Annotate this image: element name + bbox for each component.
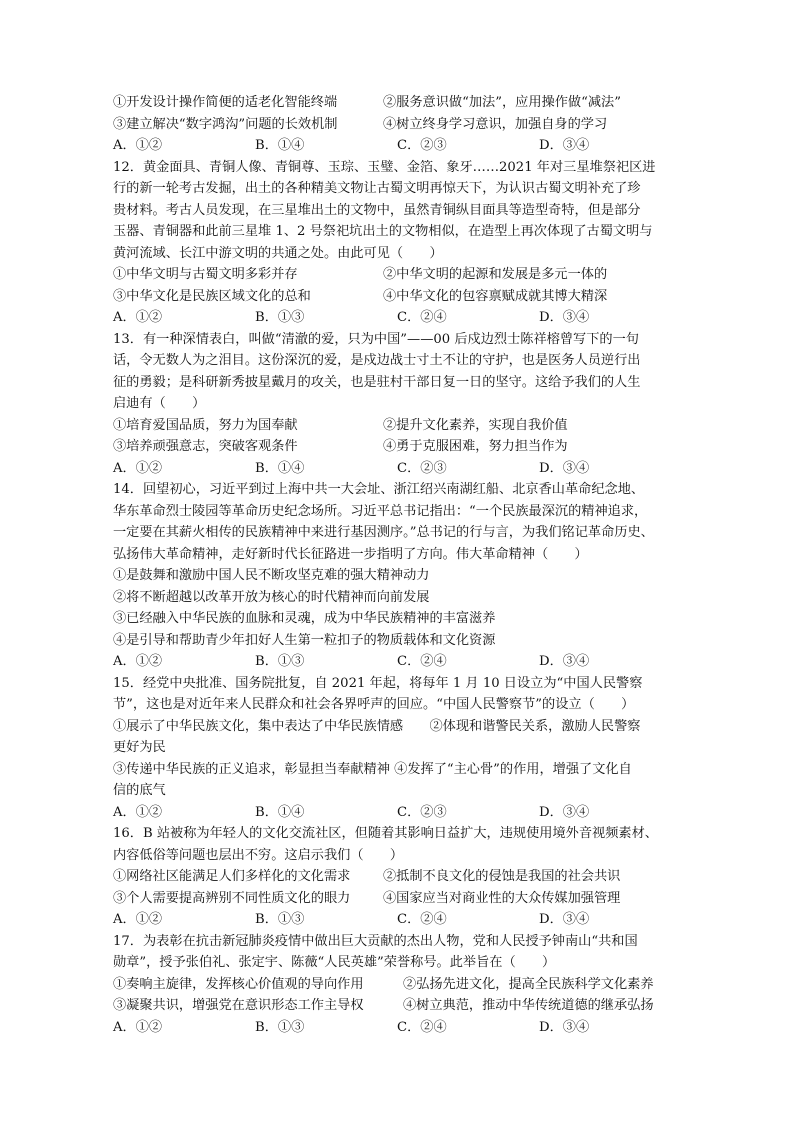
q11-stmt-4: ④树立终身学习意识，加强自身的学习 [383,116,608,132]
q14-stem-line: 弘扬伟大革命精神，走好新时代长征路进一步指明了方向。伟大革命精神（ ） [113,546,588,562]
q12-stem-line: 玉器、青铜器和此前三星堆 1、2 号祭祀坑出土的文物相似，在造型上再次体现了古蜀文明与 [113,224,653,239]
q14-stmt-3: ③已经融入中华民族的血脉和灵魂，成为中华民族精神的丰富滋养 [113,611,496,626]
option-d[interactable]: D．③④ [539,912,590,927]
option-b[interactable]: B．①④ [255,804,305,820]
option-c[interactable]: C．②③ [397,460,447,476]
option-b[interactable]: B．①③ [255,310,305,325]
option-d[interactable]: D．③④ [539,310,590,325]
q16-stmt-4: ④国家应当对商业性的大众传媒加强管理 [383,890,621,906]
option-a[interactable]: A．①② [113,310,163,325]
option-b[interactable]: B．①④ [255,460,305,476]
option-c[interactable]: C．②④ [397,912,447,927]
q15-stem-line: 节”，这也是对近年来人民群众和社会各界呼声的回应。“中国人民警察节”的设立（ ） [113,697,635,712]
q13-stmt-3: ③培养顽强意志，突破客观条件 [113,439,298,454]
q11-statements-row1 [113,92,689,114]
q12-stem-line: 行的新一轮考古发掘，出土的各种精美文物让古蜀文明再惊天下，为认识古蜀文明补充了珍 [113,181,641,196]
q16-stmt-1: ①网络社区能满足人们多样化的文化需求 [113,869,351,884]
q16-options [113,909,689,931]
q17-stmt-4: ④树立典范，推动中华传统道德的继承弘扬 [403,998,654,1013]
option-d[interactable]: D．③④ [539,804,590,820]
q16-stem-line: 16．B 站被称为年轻人的文化交流社区，但随着其影响日益扩大，违规使用境外音视频素材、 [113,826,658,841]
q13-statements-row1 [113,415,689,437]
q14-stmt-2: ②将不断超越以改革开放为核心的时代精神而向前发展 [113,589,430,605]
q13-statements-row2 [113,436,689,458]
q14-stmt-1: ①是鼓舞和激励中国人民不断攻坚克难的强大精神动力 [113,568,430,583]
q13-stem-line: 征的勇毅；是科研新秀披星戴月的攻关，也是驻村干部日复一日的坚守。这给予我们的人生 [113,374,641,390]
q11-statements-row2 [113,114,689,136]
option-a[interactable]: A．①② [113,138,163,153]
q14-options [113,651,689,673]
q15-stmt-line: 更好为民 [113,740,166,755]
q12-stem-line: 黄河流域、长江中游文明的共通之处。由此可见（ ） [113,245,443,261]
q14-stem-line: 14．回望初心，习近平到过上海中共一大会址、浙江绍兴南湖红船、北京香山革命纪念地、 [113,482,645,497]
q13-stem-line: 启迪有（ ） [113,396,206,411]
q12-stmt-1: ①中华文明与古蜀文明多彩并存 [113,267,298,282]
q13-stmt-2: ②提升文化素养，实现自我价值 [383,417,568,433]
q16-stem-line: 内容低俗等问题也层出不穷。这启示我们（ ） [113,847,404,863]
q14-stem-line: 一定要在其薪火相传的民族精神中来进行基因测序。”总书记的行与言，为我们铭记革命历史、 [113,525,654,540]
q17-options [113,1017,689,1039]
q13-options [113,458,689,480]
q11-stmt-2: ②服务意识做“加法”，应用操作做“减法” [383,95,621,110]
q13-stem-line: 13．有一种深情表白，叫做“清澈的爱，只为中国”——00 后戍边烈士陈祥榕曾写下的一句 [113,331,639,347]
q14-stem-line: 华东革命烈士陵园等革命历史纪念场所。习近平总书记指出：“一个民族最深沉的精神追求， [113,503,648,519]
q13-stmt-4: ④勇于克服困难，努力担当作为 [383,439,568,454]
option-d[interactable]: D．③④ [539,138,590,153]
q16-stmt-2: ②抵制不良文化的侵蚀是我国的社会共识 [383,869,621,884]
q15-options [113,802,689,824]
q12-options [113,307,689,329]
option-c[interactable]: C．②④ [397,310,447,325]
option-d[interactable]: D．③④ [539,1019,590,1035]
q11-stmt-1: ①开发设计操作简便的适老化智能终端 [113,95,338,110]
q16-statements-row2 [113,888,689,910]
q15-stmt-line: 信的底气 [113,783,166,798]
q12-stmt-2: ②中华文明的起源和发展是多元一体的 [383,267,608,282]
q16-stmt-3: ③个人需要提高辨别不同性质文化的眼力 [113,890,351,906]
exam-page [113,92,689,1038]
option-a[interactable]: A．①② [113,460,163,476]
q13-stmt-1: ①培育爱国品质，努力为国奉献 [113,417,298,433]
q17-stem-line: 17．为表彰在抗击新冠肺炎疫情中做出巨大贡献的杰出人物，党和人民授予钟南山“共和国 [113,933,638,949]
q14-stmt-4: ④是引导和帮助青少年扣好人生第一粒扣子的物质载体和文化资源 [113,632,496,648]
q11-options [113,135,689,157]
option-c[interactable]: C．②③ [397,804,447,820]
option-b[interactable]: B．①③ [255,912,305,927]
q12-stem-line: 贵材料。考古人员发现，在三星堆出土的文物中，虽然青铜纵目面具等造型奇特，但是部分 [113,202,641,218]
option-b[interactable]: B．①③ [255,1019,305,1035]
option-b[interactable]: B．①③ [255,654,305,669]
option-d[interactable]: D．③④ [539,654,590,669]
q12-stmt-4: ④中华文化的包容禀赋成就其博大精深 [383,288,608,304]
option-a[interactable]: A．①② [113,804,163,820]
option-a[interactable]: A．①② [113,654,163,669]
option-a[interactable]: A．①② [113,912,163,927]
option-c[interactable]: C．②④ [397,1019,447,1035]
q13-stem-line: 话，令无数人为之泪目。这份深沉的爱，是戍边战士寸土不让的守护，也是医务人员逆行出 [113,353,641,368]
q16-statements-row1 [113,866,689,888]
q15-stem-line: 15．经党中央批准、国务院批复，自 2021 年起，将每年 1 月 10 日设立为“中国人民警察 [113,675,643,691]
q17-stmt-3: ③凝聚共识，增强党在意识形态工作主导权 [113,998,364,1013]
q17-statements-row1 [113,974,689,996]
q17-stmt-1: ①奏响主旋律，发挥核心价值观的导向作用 [113,976,364,992]
q12-stem-line: 12．黄金面具、青铜人像、青铜尊、玉琮、玉璧、金箔、象牙……2021 年对三星堆祭祀区进 [113,159,656,175]
option-b[interactable]: B．①④ [255,138,305,153]
option-c[interactable]: C．②④ [397,654,447,669]
q12-statements-row2 [113,286,689,308]
q17-stem-line: 勋章”，授予张伯礼、张定宇、陈薇“人民英雄”荣誉称号。此举旨在（ ） [113,955,556,970]
q12-stmt-3: ③中华文化是民族区域文化的总和 [113,288,311,304]
option-a[interactable]: A．①② [113,1019,163,1035]
option-c[interactable]: C．②③ [397,138,447,153]
q17-stmt-2: ②弘扬先进文化，提高全民族科学文化素养 [403,976,654,992]
option-d[interactable]: D．③④ [539,460,590,476]
q15-stmt-line: ③传递中华民族的正义追求，彰显担当奉献精神 ④发挥了“主心骨”的作用，增强了文化自 [113,761,632,777]
q12-statements-row1 [113,264,689,286]
q11-stmt-3: ③建立解决“数字鸿沟”问题的长效机制 [113,116,338,132]
q15-stmt-line: ①展示了中华民族文化，集中表达了中华民族情感 ②体现和谐警民关系，激励人民警察 [113,718,641,734]
q17-statements-row2 [113,995,689,1017]
